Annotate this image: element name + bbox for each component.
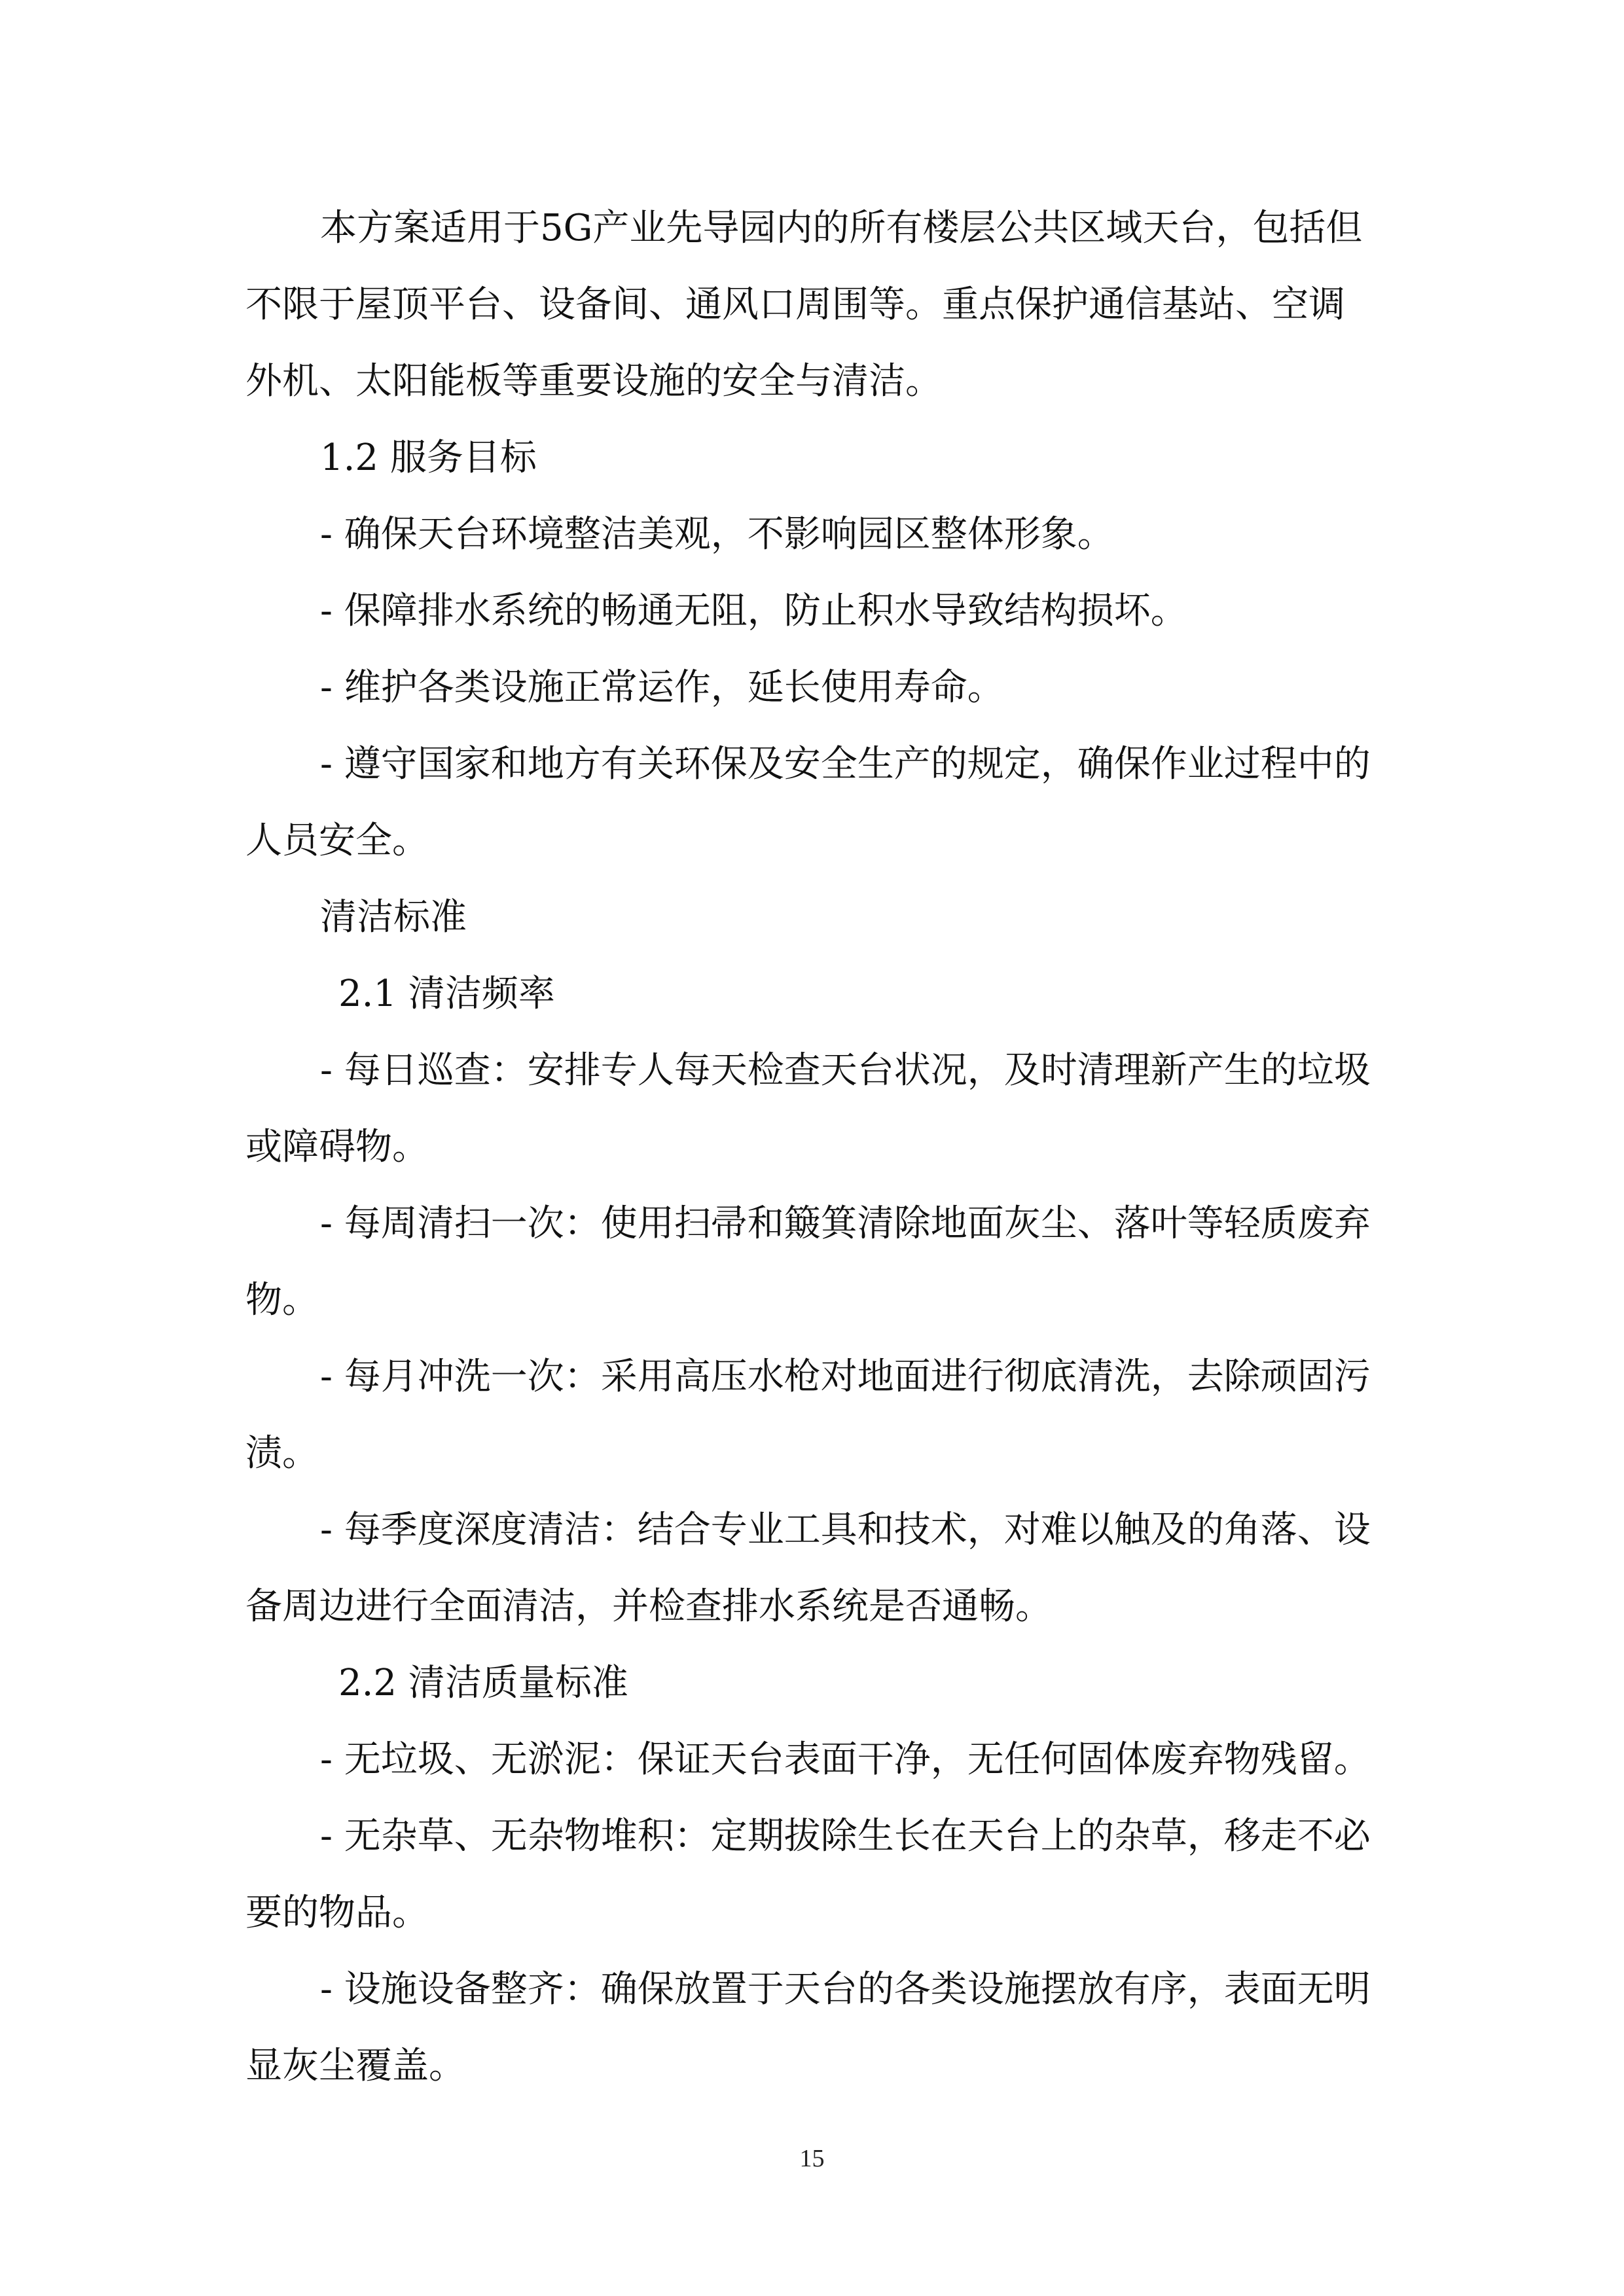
list-item-frequency-quarterly: - 每季度深度清洁：结合专业工具和技术，对难以触及的角落、设备周边进行全面清洁，并检查排水系统是否通畅。 <box>245 1509 1371 1628</box>
list-item-quality-1: - 无垃圾、无淤泥：保证天台表面干净，无任何固体废弃物残留。 <box>320 1738 1371 1781</box>
list-item-goal-3: - 维护各类设施正常运作，延长使用寿命。 <box>320 666 1004 709</box>
list-item-goal-4: - 遵守国家和地方有关环保及安全生产的规定，确保作业过程中的人员安全。 <box>245 743 1371 862</box>
page-number: 15 <box>799 2145 825 2172</box>
list-item-frequency-weekly: - 每周清扫一次：使用扫帚和簸箕清除地面灰尘、落叶等轻质废弃物。 <box>245 1202 1371 1321</box>
list-item-frequency-daily: - 每日巡查：安排专人每天检查天台状况，及时清理新产生的垃圾或障碍物。 <box>245 1049 1371 1168</box>
section-heading-quality-standards: 2.2 清洁质量标准 <box>338 1662 628 1704</box>
list-item-frequency-monthly: - 每月冲洗一次：采用高压水枪对地面进行彻底清洗，去除顽固污渍。 <box>245 1355 1371 1475</box>
section-heading-service-goals: 1.2 服务目标 <box>320 437 537 479</box>
page-body <box>245 190 1381 2104</box>
list-item-quality-2: - 无杂草、无杂物堆积：定期拔除生长在天台上的杂草，移走不必要的物品。 <box>245 1815 1371 1934</box>
section-heading-cleaning-standards: 清洁标准 <box>320 896 467 939</box>
list-item-quality-3: - 设施设备整齐：确保放置于天台的各类设施摆放有序，表面无明显灰尘覆盖。 <box>245 1968 1371 2087</box>
list-item-goal-2: - 保障排水系统的畅通无阻，防止积水导致结构损坏。 <box>320 590 1187 632</box>
section-heading-cleaning-frequency: 2.1 清洁频率 <box>338 973 555 1015</box>
paragraph-scope: 本方案适用于5G产业先导园内的所有楼层公共区域天台，包括但不限于屋顶平台、设备间、通风口周围等。重点保护通信基站、空调外机、太阳能板等重要设施的安全与清洁。 <box>245 207 1363 403</box>
list-item-goal-1: - 确保天台环境整洁美观，不影响园区整体形象。 <box>320 513 1114 556</box>
